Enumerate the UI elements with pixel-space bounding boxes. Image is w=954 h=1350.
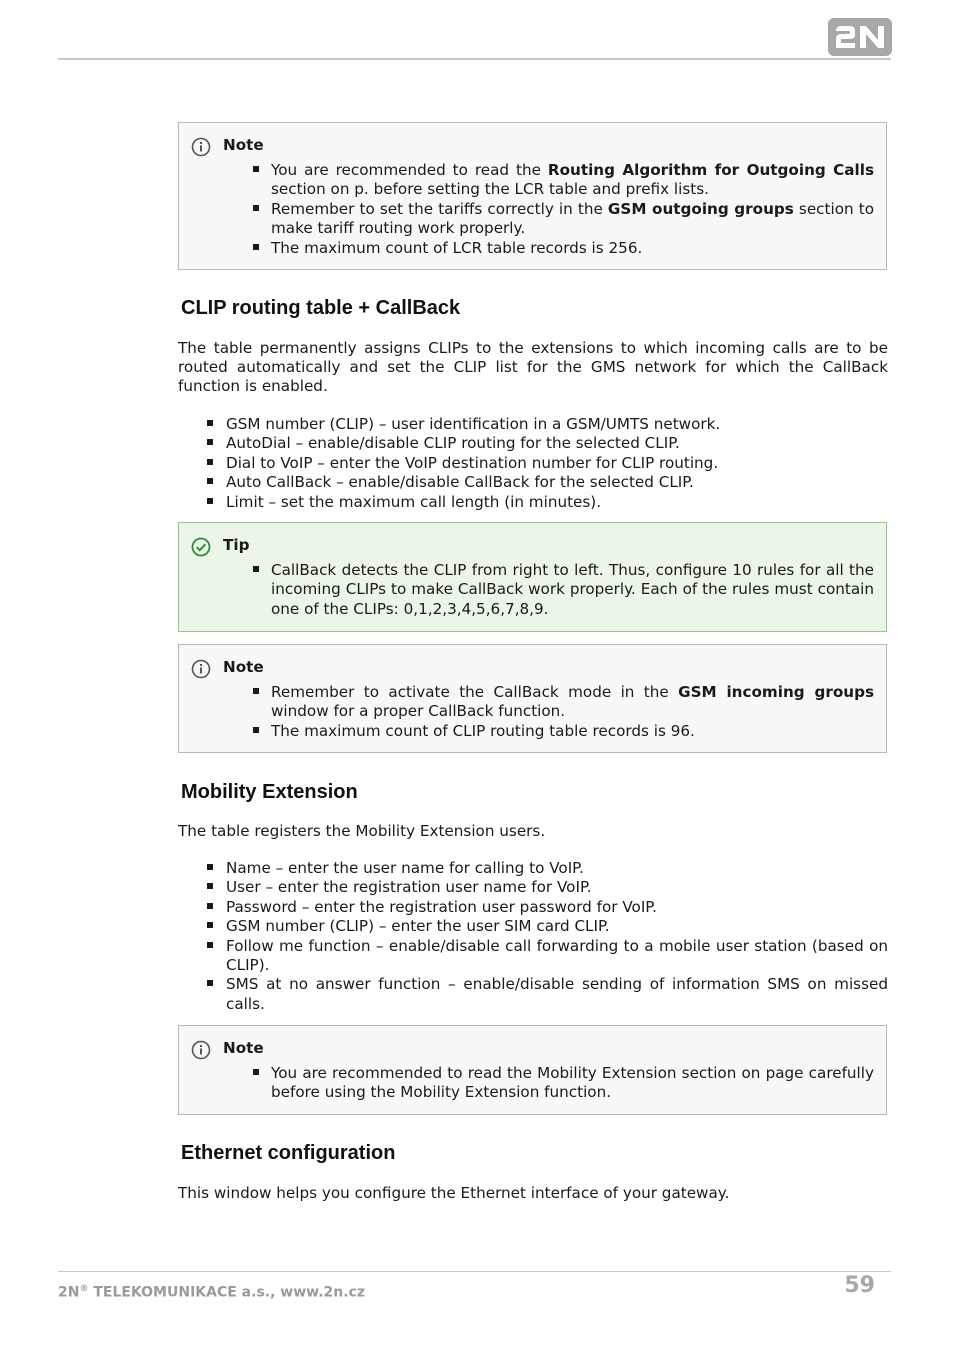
note-box-lcr [178, 122, 887, 270]
mobility-bullet-list [226, 859, 888, 1014]
note-item: Remember to set the tariffs correctly in the GSM outgoing groups section to make tariff routing work properly. [271, 199, 874, 238]
list-item: GSM number (CLIP) – user identification in a GSM/UMTS network. [226, 415, 888, 434]
note-list [271, 1064, 874, 1103]
footer-rule [58, 1271, 891, 1272]
section-intro-clip: The table permanently assigns CLIPs to the extensions to which incoming calls are to be routed automatically and set the CLIP list for the GMS network for which the CallBack function is enabled. [178, 339, 888, 396]
list-item: Limit – set the maximum call length (in minutes). [226, 493, 888, 512]
company-logo [828, 18, 892, 56]
tip-list [271, 561, 874, 619]
list-item: Follow me function – enable/disable call forwarding to a mobile user station (based on CLIP). [226, 936, 888, 975]
list-item: AutoDial – enable/disable CLIP routing for the selected CLIP. [226, 434, 888, 453]
info-icon [191, 1040, 211, 1060]
note-title: Note [223, 1039, 264, 1057]
tip-box-callback [178, 522, 887, 632]
list-item: User – enter the registration user name for VoIP. [226, 878, 888, 897]
list-item: SMS at no answer function – enable/disable sending of information SMS on missed calls. [226, 975, 888, 1013]
note-item: You are recommended to read the Routing Algorithm for Outgoing Calls section on p. before setting the LCR table and prefix lists. [271, 161, 875, 199]
list-item: GSM number (CLIP) – enter the user SIM card CLIP. [226, 917, 888, 936]
section-intro-ethernet: This window helps you configure the Ethernet interface of your gateway. [178, 1184, 730, 1202]
list-item: Password – enter the registration user password for VoIP. [226, 898, 888, 917]
section-heading-ethernet: Ethernet configuration [181, 1142, 396, 1164]
tip-item: CallBack detects the CLIP from right to left. Thus, configure 10 rules for all the incoming CLIPs to make CallBack work properly. Each of the rules must contain one of the CLIPs: 0,1,2,3,4,5,6,7,8,9. [271, 561, 874, 618]
info-icon [191, 659, 211, 679]
note-list [271, 161, 874, 258]
note-item: You are recommended to read the Mobility Extension section on page carefully before using the Mobility Extension function. [271, 1064, 874, 1102]
check-circle-icon [191, 537, 211, 557]
list-item: Dial to VoIP – enter the VoIP destination number for CLIP routing. [226, 454, 888, 473]
page-number: 59 [844, 1273, 875, 1298]
list-item: Auto CallBack – enable/disable CallBack for the selected CLIP. [226, 473, 888, 492]
note-box-mobility [178, 1025, 887, 1115]
footer-company: 2N® TELEKOMUNIKACE a.s., www.2n.cz [58, 1284, 365, 1301]
clip-bullet-list [226, 415, 888, 512]
note-title: Note [223, 136, 264, 154]
note-item: Remember to activate the CallBack mode in the GSM incoming groups window for a proper CallBack function. [271, 683, 875, 721]
note-item: The maximum count of CLIP routing table records is 96. [271, 722, 874, 741]
tip-title: Tip [223, 536, 250, 554]
note-title: Note [223, 658, 264, 676]
section-heading-clip: CLIP routing table + CallBack [181, 297, 461, 319]
note-list [271, 683, 874, 741]
header-rule [58, 58, 891, 60]
section-heading-mobility: Mobility Extension [181, 781, 358, 803]
logo-mark-icon [828, 18, 892, 56]
info-icon [191, 137, 211, 157]
section-intro-mobility: The table registers the Mobility Extension users. [178, 822, 546, 840]
note-box-callback [178, 644, 887, 753]
note-item: The maximum count of LCR table records is 256. [271, 239, 874, 258]
list-item: Name – enter the user name for calling to VoIP. [226, 859, 888, 878]
